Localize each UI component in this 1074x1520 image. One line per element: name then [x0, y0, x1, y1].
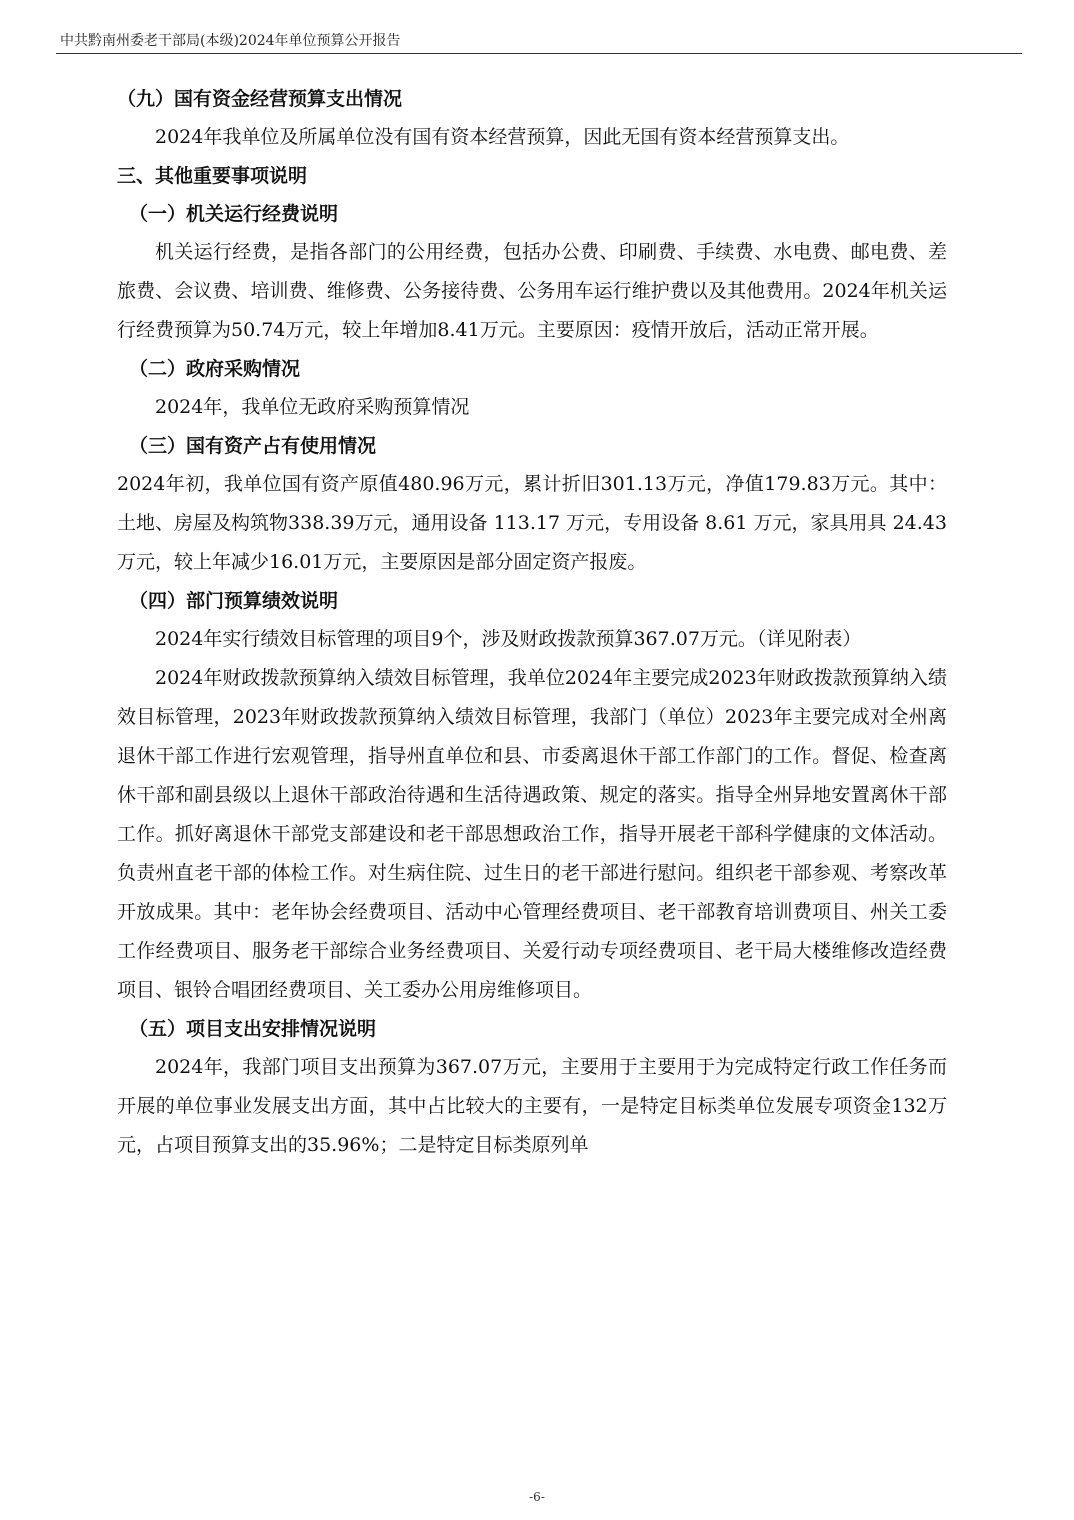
- paragraph-state-assets: 2024年初，我单位国有资产原值480.96万元，累计折旧301.13万元，净值179.83万元。其中：土地、房屋及构筑物338.39万元，通用设备 113.17 万元，专用设备 8.61 万元，家具用具 24.43 万元，较上年减少16.01万元，主要原因是部分固定资产报废。: [117, 473, 947, 573]
- paragraph-operating-expenses: 机关运行经费，是指各部门的公用经费，包括办公费、印刷费、手续费、水电费、邮电费、差旅费、会议费、培训费、维修费、公务接待费、公务用车运行维护费以及其他费用。2024年机关运行经费预算为50.74万元，较上年增加8.41万元。主要原因：疫情开放后，活动正常开展。: [117, 241, 947, 341]
- paragraph-project-expenditure: 2024年，我部门项目支出预算为367.07万元，主要用于主要用于为完成特定行政工作任务而开展的单位事业发展支出方面，其中占比较大的主要有，一是特定目标类单位发展专项资金132万元，占项目预算支出的35.96%；二是特定目标类原列单: [117, 1056, 947, 1156]
- subsection-heading-5: （五）项目支出安排情况说明: [129, 1018, 377, 1040]
- paragraph-performance-a: 2024年实行绩效目标管理的项目9个，涉及财政拨款预算367.07万元。（详见附表）: [155, 628, 862, 650]
- document-body: [117, 80, 947, 1165]
- running-header: 中共黔南州委老干部局(本级)2024年单位预算公开报告: [60, 33, 401, 49]
- page-number: -6-: [529, 1490, 545, 1504]
- section-heading-9: （九）国有资金经营预算支出情况: [117, 88, 403, 110]
- paragraph-procurement: 2024年，我单位无政府采购预算情况: [155, 396, 470, 418]
- subsection-heading-4: （四）部门预算绩效说明: [129, 590, 339, 612]
- subsection-heading-1: （一）机关运行经费说明: [129, 203, 339, 225]
- paragraph-9: 2024年我单位及所属单位没有国有资本经营预算，因此无国有资本经营预算支出。: [155, 126, 850, 148]
- subsection-heading-3: （三）国有资产占有使用情况: [129, 435, 377, 457]
- header-rule: [56, 53, 1022, 54]
- subsection-heading-2: （二）政府采购情况: [129, 358, 301, 380]
- section-heading-3: 三、其他重要事项说明: [117, 165, 308, 187]
- paragraph-performance-b: 2024年财政拨款预算纳入绩效目标管理，我单位2024年主要完成2023年财政拨款预算纳入绩效目标管理，2023年财政拨款预算纳入绩效目标管理，我部门（单位）2023年主要完成对全州离退休干部工作进行宏观管理，指导州直单位和县、市委离退休干部工作部门的工作。督促、检查离休干部和副县级以上退休干部政治待遇和生活待遇政策、规定的落实。指导全州异地安置离休干部工作。抓好离退休干部党支部建设和老干部思想政治工作，指导开展老干部科学健康的文体活动。负责州直老干部的体检工作。对生病住院、过生日的老干部进行慰问。组织老干部参观、考察改革开放成果。其中：老年协会经费项目、活动中心管理经费项目、老干部教育培训费项目、州关工委工作经费项目、服务老干部综合业务经费项目、关爱行动专项经费项目、老干局大楼维修改造经费项目、银铃合唱团经费项目、关工委办公用房维修项目。: [117, 667, 947, 1001]
